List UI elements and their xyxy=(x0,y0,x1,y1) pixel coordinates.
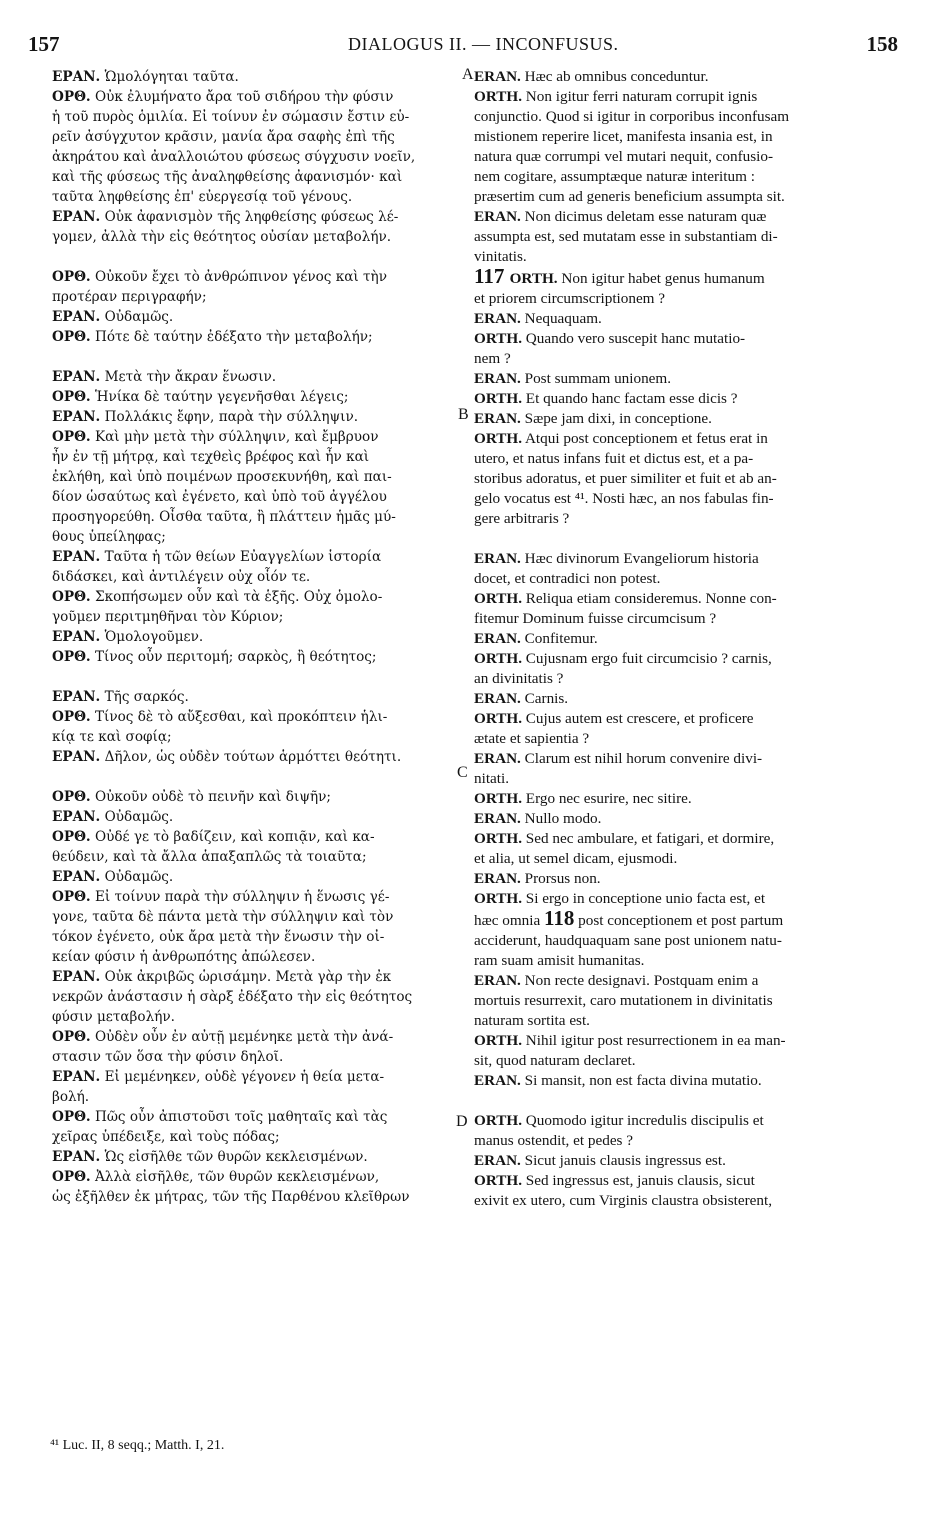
text-line: προτέραν περιγραφήν; xyxy=(52,289,207,305)
text-line xyxy=(474,529,906,549)
text-line: ἦν ἐν τῇ μήτρᾳ, καὶ τεχθεὶς βρέφος καὶ ἦν καὶ xyxy=(52,449,370,465)
text-line: ΟΡΘ. Πότε δὲ ταύτην ἐδέξατο τὴν μεταβολήν; xyxy=(52,329,373,345)
text-line: ΟΡΘ. Τίνος οὖν περιτομή; σαρκὸς, ἢ θεότητος; xyxy=(52,649,377,665)
margin-letter-b: B xyxy=(458,406,469,423)
text-line: docet, et contradici non potest. xyxy=(474,570,661,587)
text-line: manus ostendit, et pedes ? xyxy=(474,1132,634,1149)
text-line: ἐκλήθη, καὶ ὑπὸ ποιμένων προσεκυνήθη, καὶ παι- xyxy=(52,469,392,485)
text-line: γονε, ταῦτα δὲ πάντα μετὰ τὴν σύλληψιν καὶ τὸν xyxy=(52,909,394,925)
text-line: nitati. xyxy=(474,770,510,787)
text-line: mistionem reperire licet, manifesta insania est, in xyxy=(474,128,773,145)
text-line: ΕΡΑΝ. Οὐκ ἀφανισμὸν τῆς ληφθείσης φύσεως λέ- xyxy=(52,209,399,225)
text-line: ORTH. Quando vero suscepit hanc mutatio- xyxy=(474,330,746,347)
text-line: assumpta est, sed mutatam esse in substantiam di- xyxy=(474,228,778,245)
text-line: ERAN. Prorsus non. xyxy=(474,870,601,887)
latin-text-column xyxy=(474,67,906,1211)
text-line: ERAN. Sæpe jam dixi, in conceptione. xyxy=(474,410,712,427)
text-line: ΟΡΘ. Καὶ μὴν μετὰ τὴν σύλληψιν, καὶ ἔμβρυον xyxy=(52,429,379,445)
footnote: ⁴¹ Luc. II, 8 seqq.; Matth. I, 21. xyxy=(50,1438,225,1453)
text-line: ΟΡΘ. Ἡνίκα δὲ ταύτην γεγενῆσθαι λέγεις; xyxy=(52,389,349,405)
text-line: ORTH. Cujusnam ergo fuit circumcisio ? carnis, xyxy=(474,650,772,667)
text-line: ætate et sapientia ? xyxy=(474,730,590,747)
text-line: ταῦτα ληφθείσης ἐπ' εὐεργεσίᾳ τοῦ γένους. xyxy=(52,189,353,205)
text-line: ΕΡΑΝ. Τῆς σαρκός. xyxy=(52,689,189,705)
text-line: ΟΡΘ. Οὐκοῦν ἔχει τὸ ἀνθρώπινον γένος καὶ τὴν xyxy=(52,269,387,285)
text-line: ΟΡΘ. Οὐδὲν οὖν ἐν αὐτῇ μεμένηκε μετὰ τὴν ἀνά- xyxy=(52,1029,394,1045)
text-line: ORTH. Et quando hanc factam esse dicis ? xyxy=(474,390,738,407)
text-line: mortuis resurrexit, caro mutationem in divinitatis xyxy=(474,992,773,1009)
text-line: ORTH. Reliqua etiam consideremus. Nonne con- xyxy=(474,590,777,607)
text-line: acciderunt, haudquaquam sane post unionem natu- xyxy=(474,932,782,949)
text-line: ERAN. Non dicimus deletam esse naturam quæ xyxy=(474,208,767,225)
text-line xyxy=(52,667,454,687)
greek-text-column xyxy=(52,67,454,1207)
text-line: ORTH. Sed ingressus est, januis clausis, sicut xyxy=(474,1172,755,1189)
text-line: nem ? xyxy=(474,350,511,367)
text-line: προσηγορεύθη. Οἶσθα ταῦτα, ἢ πλάττειν ἡμᾶς μύ- xyxy=(52,509,396,525)
text-line: ERAN. Confitemur. xyxy=(474,630,598,647)
text-line: gere arbitraris ? xyxy=(474,510,570,527)
text-line: ORTH. Nihil igitur post resurrectionem in ea man- xyxy=(474,1032,786,1049)
text-line: ERAN. Hæc ab omnibus conceduntur. xyxy=(474,68,709,85)
text-line: vinitatis. xyxy=(474,248,527,265)
text-line: ΕΡΑΝ. Μετὰ τὴν ἄκραν ἕνωσιν. xyxy=(52,369,277,385)
text-line: ERAN. Sicut januis clausis ingressus est. xyxy=(474,1152,726,1169)
text-line: ORTH. Ergo nec esurire, nec sitire. xyxy=(474,790,692,807)
text-line: καὶ τῆς φύσεως τῆς ἀναληφθείσης ἀφανισμόν· καὶ xyxy=(52,169,403,185)
text-line: ERAN. Clarum est nihil horum convenire divi- xyxy=(474,750,763,767)
text-line: γομεν, ἀλλὰ τὴν εἰς θεότητος οὐσίαν μεταβολήν. xyxy=(52,229,392,245)
text-line: ΕΡΑΝ. Ὁμολογοῦμεν. xyxy=(52,629,204,645)
text-line: κείαν φύσιν ἡ ἀνθρωπότης ἀπώλεσεν. xyxy=(52,949,316,965)
text-line: exivit ex utero, cum Virginis claustra obsisterent, xyxy=(474,1192,772,1209)
text-line: et alia, ut semel dicam, ejusmodi. xyxy=(474,850,678,867)
text-line: ERAN. Nequaquam. xyxy=(474,310,602,327)
text-line: ὡς ἐξῆλθεν ἐκ μήτρας, τῶν τῆς Παρθένου κλεῖθρων xyxy=(52,1189,410,1205)
text-line: natura quæ corrumpi vel mutari nequit, confusio- xyxy=(474,148,774,165)
page-number-right: 158 xyxy=(866,32,898,56)
text-line: ΟΡΘ. Οὐδέ γε τὸ βαδίζειν, καὶ κοπιᾷν, καὶ κα- xyxy=(52,829,375,845)
text-line: θους ὑπείληφας; xyxy=(52,529,166,545)
text-line: ΟΡΘ. Τίνος δὲ τὸ αὔξεσθαι, καὶ προκόπτειν ἡλι- xyxy=(52,709,388,725)
text-line: δίον ὡσαύτως καὶ ἐγένετο, καὶ ὑπὸ τοῦ ἀγγέλου xyxy=(52,489,387,505)
text-line: ἡ τοῦ πυρὸς ὁμιλία. Εἰ τοίνυν ἐν σώμασιν ἔστιν εὑ- xyxy=(52,109,410,125)
text-line: conjunctio. Quod si igitur in corporibus inconfusam xyxy=(474,108,790,125)
text-line: gelo vocatus est ⁴¹. Nosti hæc, an nos fabulas fin- xyxy=(474,490,774,507)
text-line: ΕΡΑΝ. Οὐδαμῶς. xyxy=(52,809,174,825)
text-line: θεύδειν, καὶ τὰ ἄλλα ἁπαξαπλῶς τὰ τοιαῦτα; xyxy=(52,849,367,865)
text-line: ERAN. Si mansit, non est facta divina mutatio. xyxy=(474,1072,762,1089)
text-line: ΟΡΘ. Ἀλλὰ εἰσῆλθε, τῶν θυρῶν κεκλεισμένων, xyxy=(52,1169,380,1185)
text-line: ERAN. Post summam unionem. xyxy=(474,370,672,387)
text-line: ram suam amisit humanitas. xyxy=(474,952,645,969)
text-line: sit, quod naturam declaret. xyxy=(474,1052,636,1069)
text-line: utero, et natus infans fuit et dictus est, et a pa- xyxy=(474,450,754,467)
page-number-left: 157 xyxy=(28,32,60,56)
running-title: DIALOGUS II. — INCONFUSUS. xyxy=(348,34,619,54)
text-line: ΕΡΑΝ. Οὐδαμῶς. xyxy=(52,869,174,885)
text-line: ERAN. Nullo modo. xyxy=(474,810,602,827)
text-line: νεκρῶν ἀνάστασιν ἡ σὰρξ ἐδέξατο τὴν εἰς θεότητος xyxy=(52,989,413,1005)
text-line: ERAN. Carnis. xyxy=(474,690,569,707)
text-line: ΕΡΑΝ. Δῆλον, ὡς οὐδὲν τούτων ἁρμόττει θεότητι. xyxy=(52,749,402,765)
text-line: ΟΡΘ. Σκοπήσωμεν οὖν καὶ τὰ ἑξῆς. Οὐχ ὁμολο- xyxy=(52,589,383,605)
text-line: et priorem circumscriptionem ? xyxy=(474,290,666,307)
text-line: hæc omnia 118 post conceptionem et post partum xyxy=(474,909,784,930)
text-line: an divinitatis ? xyxy=(474,670,564,687)
text-line: ΟΡΘ. Πῶς οὖν ἀπιστοῦσι τοῖς μαθηταῖς καὶ τὰς xyxy=(52,1109,388,1125)
text-line xyxy=(52,247,454,267)
text-line: ΕΡΑΝ. Ταῦτα ἡ τῶν θείων Εὐαγγελίων ἱστορία xyxy=(52,549,382,565)
text-line: ΟΡΘ. Εἰ τοίνυν παρὰ τὴν σύλληψιν ἡ ἕνωσις γέ- xyxy=(52,889,390,905)
text-line: κίᾳ τε καὶ σοφίᾳ; xyxy=(52,729,172,745)
text-line: fitemur Dominum fuisse circumcisum ? xyxy=(474,610,717,627)
text-line: ORTH. Quomodo igitur incredulis discipulis et xyxy=(474,1112,764,1129)
text-line: διδάσκει, καὶ ἀντιλέγειν οὐχ οἷόν τε. xyxy=(52,569,311,585)
margin-letter-d: D xyxy=(456,1113,468,1130)
text-line: ΕΡΑΝ. Ὡς εἰσῆλθε τῶν θυρῶν κεκλεισμένων. xyxy=(52,1149,368,1165)
text-line: ἀκηράτου καὶ ἀναλλοιώτου φύσεως σύγχυσιν νοεῖν, xyxy=(52,149,416,165)
text-line xyxy=(52,767,454,787)
text-line: præsertim cum ad generis beneficium assumpta sit. xyxy=(474,188,785,205)
text-line: ρεῖν ἀσύγχυτον κρᾶσιν, μανία ἄρα σαφὴς ἐπὶ τῆς xyxy=(52,129,395,145)
text-line: ORTH. Non igitur ferri naturam corrupit ignis xyxy=(474,88,758,105)
text-line: βολή. xyxy=(52,1089,90,1105)
text-line: γοῦμεν περιτμηθῆναι τὸν Κύριον; xyxy=(52,609,284,625)
text-line: 117 ORTH. Non igitur habet genus humanum xyxy=(474,267,765,288)
text-line: τόκον ἐγένετο, οὐκ ἄρα μετὰ τὴν ἕνωσιν τὴν οἰ- xyxy=(52,929,385,945)
text-line: nem cogitare, assumptæque naturæ interitum : xyxy=(474,168,755,185)
text-line xyxy=(474,1091,906,1111)
text-line xyxy=(52,347,454,367)
text-line: φύσιν μεταβολήν. xyxy=(52,1009,175,1025)
running-header xyxy=(28,32,898,58)
text-line: ORTH. Si ergo in conceptione unio facta est, et xyxy=(474,890,766,907)
text-line: ERAN. Non recte designavi. Postquam enim a xyxy=(474,972,759,989)
text-line: ΕΡΑΝ. Οὐκ ἀκριβῶς ὡρισάμην. Μετὰ γὰρ τὴν ἐκ xyxy=(52,969,392,985)
text-line: naturam sortita est. xyxy=(474,1012,590,1029)
text-line: ΟΡΘ. Οὐκοῦν οὐδὲ τὸ πεινῆν καὶ διψῆν; xyxy=(52,789,331,805)
text-line: ΕΡΑΝ. Ὡμολόγηται ταῦτα. xyxy=(52,69,239,85)
text-line: στασιν τῶν ὅσα τὴν φύσιν δηλοῖ. xyxy=(52,1049,284,1065)
margin-letter-c: C xyxy=(457,764,468,781)
text-line: ΕΡΑΝ. Πολλάκις ἔφην, παρὰ τὴν σύλληψιν. xyxy=(52,409,359,425)
text-line: ORTH. Atqui post conceptionem et fetus erat in xyxy=(474,430,768,447)
text-line: ΟΡΘ. Οὐκ ἐλυμήνατο ἄρα τοῦ σιδήρου τὴν φύσιν xyxy=(52,89,394,105)
text-line: ORTH. Sed nec ambulare, et fatigari, et dormire, xyxy=(474,830,775,847)
text-line: ΕΡΑΝ. Οὐδαμῶς. xyxy=(52,309,174,325)
text-line: ORTH. Cujus autem est crescere, et proficere xyxy=(474,710,754,727)
text-line: ΕΡΑΝ. Εἰ μεμένηκεν, οὐδὲ γέγονεν ἡ θεία μετα- xyxy=(52,1069,385,1085)
margin-letter-a: A xyxy=(462,66,474,83)
text-line: storibus adoratus, et puer similiter et fuit et ab an- xyxy=(474,470,777,487)
text-line: χεῖρας ὑπέδειξε, καὶ τοὺς πόδας; xyxy=(52,1129,280,1145)
text-line: ERAN. Hæc divinorum Evangeliorum historia xyxy=(474,550,759,567)
